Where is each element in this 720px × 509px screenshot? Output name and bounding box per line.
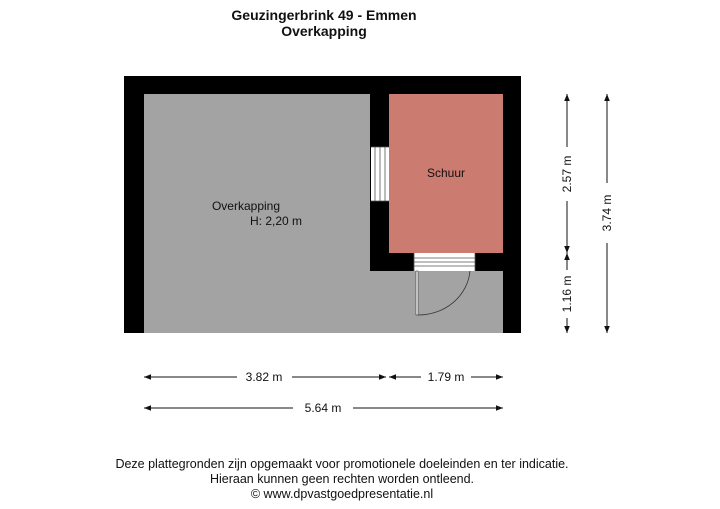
width-total-label: 5.64 m bbox=[304, 401, 342, 415]
height-lower-label: 1.16 m bbox=[560, 275, 574, 313]
width-left-label: 3.82 m bbox=[245, 370, 283, 384]
window bbox=[371, 147, 389, 201]
plan-floor-title: Overkapping bbox=[281, 23, 367, 39]
copyright-link[interactable]: © www.dpvastgoedpresentatie.nl bbox=[250, 487, 434, 501]
plan-address-title: Geuzingerbrink 49 - Emmen bbox=[231, 7, 417, 23]
height-upper-label: 2.57 m bbox=[560, 155, 574, 193]
disclaimer-line-1: Deze plattegronden zijn opgemaakt voor promotionele doeleinden en ter indicatie. bbox=[115, 457, 569, 471]
dimension-height-upper bbox=[560, 94, 574, 253]
schuur-label: Schuur bbox=[426, 166, 466, 180]
height-total-label: 3.74 m bbox=[600, 194, 614, 232]
disclaimer-line-2: Hieraan kunnen geen rechten worden ontleend. bbox=[209, 472, 475, 486]
overkapping-height-label: H: 2,20 m bbox=[249, 214, 303, 228]
dimension-height-lower bbox=[560, 253, 574, 333]
dimension-width-right bbox=[389, 370, 503, 384]
width-right-label: 1.79 m bbox=[427, 370, 465, 384]
dimension-width-left bbox=[144, 370, 386, 384]
dimension-width-total bbox=[144, 401, 503, 415]
dimension-height-total bbox=[600, 94, 614, 333]
overkapping-label: Overkapping bbox=[211, 199, 281, 213]
